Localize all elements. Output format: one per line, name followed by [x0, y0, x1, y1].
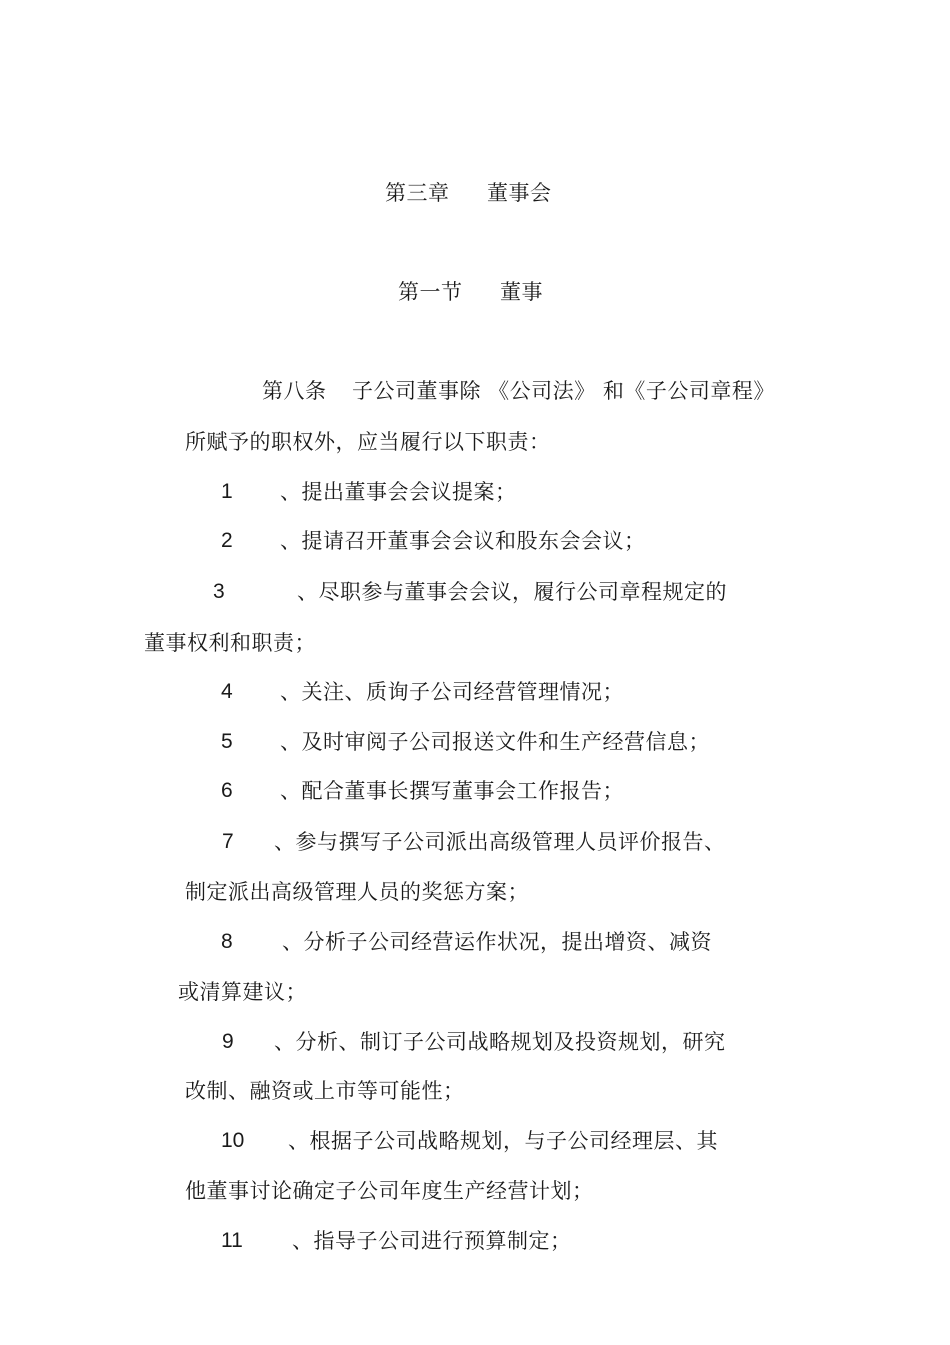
list-item-text: 、指导子公司进行预算制定；: [292, 1229, 572, 1253]
list-item-text: 、尽职参与董事会会议，履行公司章程规定的: [297, 580, 727, 604]
list-item-number: 1: [221, 480, 233, 503]
list-item-number: 9: [222, 1030, 234, 1053]
list-item-number: 8: [221, 930, 233, 953]
list-item-number: 11: [221, 1229, 243, 1252]
list-item-number: 7: [222, 830, 234, 853]
list-item-text: 、及时审阅子公司报送文件和生产经营信息；: [280, 730, 710, 754]
list-item-text: 、提请召开董事会会议和股东会会议；: [280, 529, 646, 553]
chapter-title: 董事会: [487, 181, 552, 205]
list-item-number: 2: [221, 529, 233, 552]
list-item-text-continued: 或清算建议；: [178, 980, 307, 1004]
list-item-number: 4: [221, 680, 233, 703]
list-item-text-continued: 董事权利和职责；: [144, 631, 316, 655]
section-number: 第一节: [398, 280, 463, 304]
list-item-text: 、配合董事长撰写董事会工作报告；: [280, 779, 624, 803]
list-item-number: 5: [221, 730, 233, 753]
list-item-text-continued: 制定派出高级管理人员的奖惩方案；: [185, 880, 529, 904]
list-item-text: 、参与撰写子公司派出高级管理人员评价报告、: [274, 830, 726, 854]
article-text-line1: 子公司董事除 《公司法》 和《子公司章程》: [352, 379, 775, 403]
chapter-number: 第三章: [385, 181, 450, 205]
list-item-number: 6: [221, 779, 233, 802]
list-item-number: 3: [213, 580, 225, 603]
list-item-text: 、关注、质询子公司经营管理情况；: [280, 680, 624, 704]
list-item-number: 10: [221, 1129, 245, 1152]
list-item-text-continued: 他董事讨论确定子公司年度生产经营计划；: [185, 1179, 594, 1203]
section-title: 董事: [500, 280, 543, 304]
list-item-text: 、分析子公司经营运作状况，提出增资、减资: [282, 930, 712, 954]
article-text-line2: 所赋予的职权外，应当履行以下职责：: [185, 430, 551, 454]
list-item-text: 、根据子公司战略规划，与子公司经理层、其: [288, 1129, 718, 1153]
list-item-text: 、提出董事会会议提案；: [280, 480, 517, 504]
article-label: 第八条: [262, 379, 327, 403]
list-item-text-continued: 改制、融资或上市等可能性；: [185, 1079, 465, 1103]
list-item-text: 、分析、制订子公司战略规划及投资规划，研究: [274, 1030, 726, 1054]
